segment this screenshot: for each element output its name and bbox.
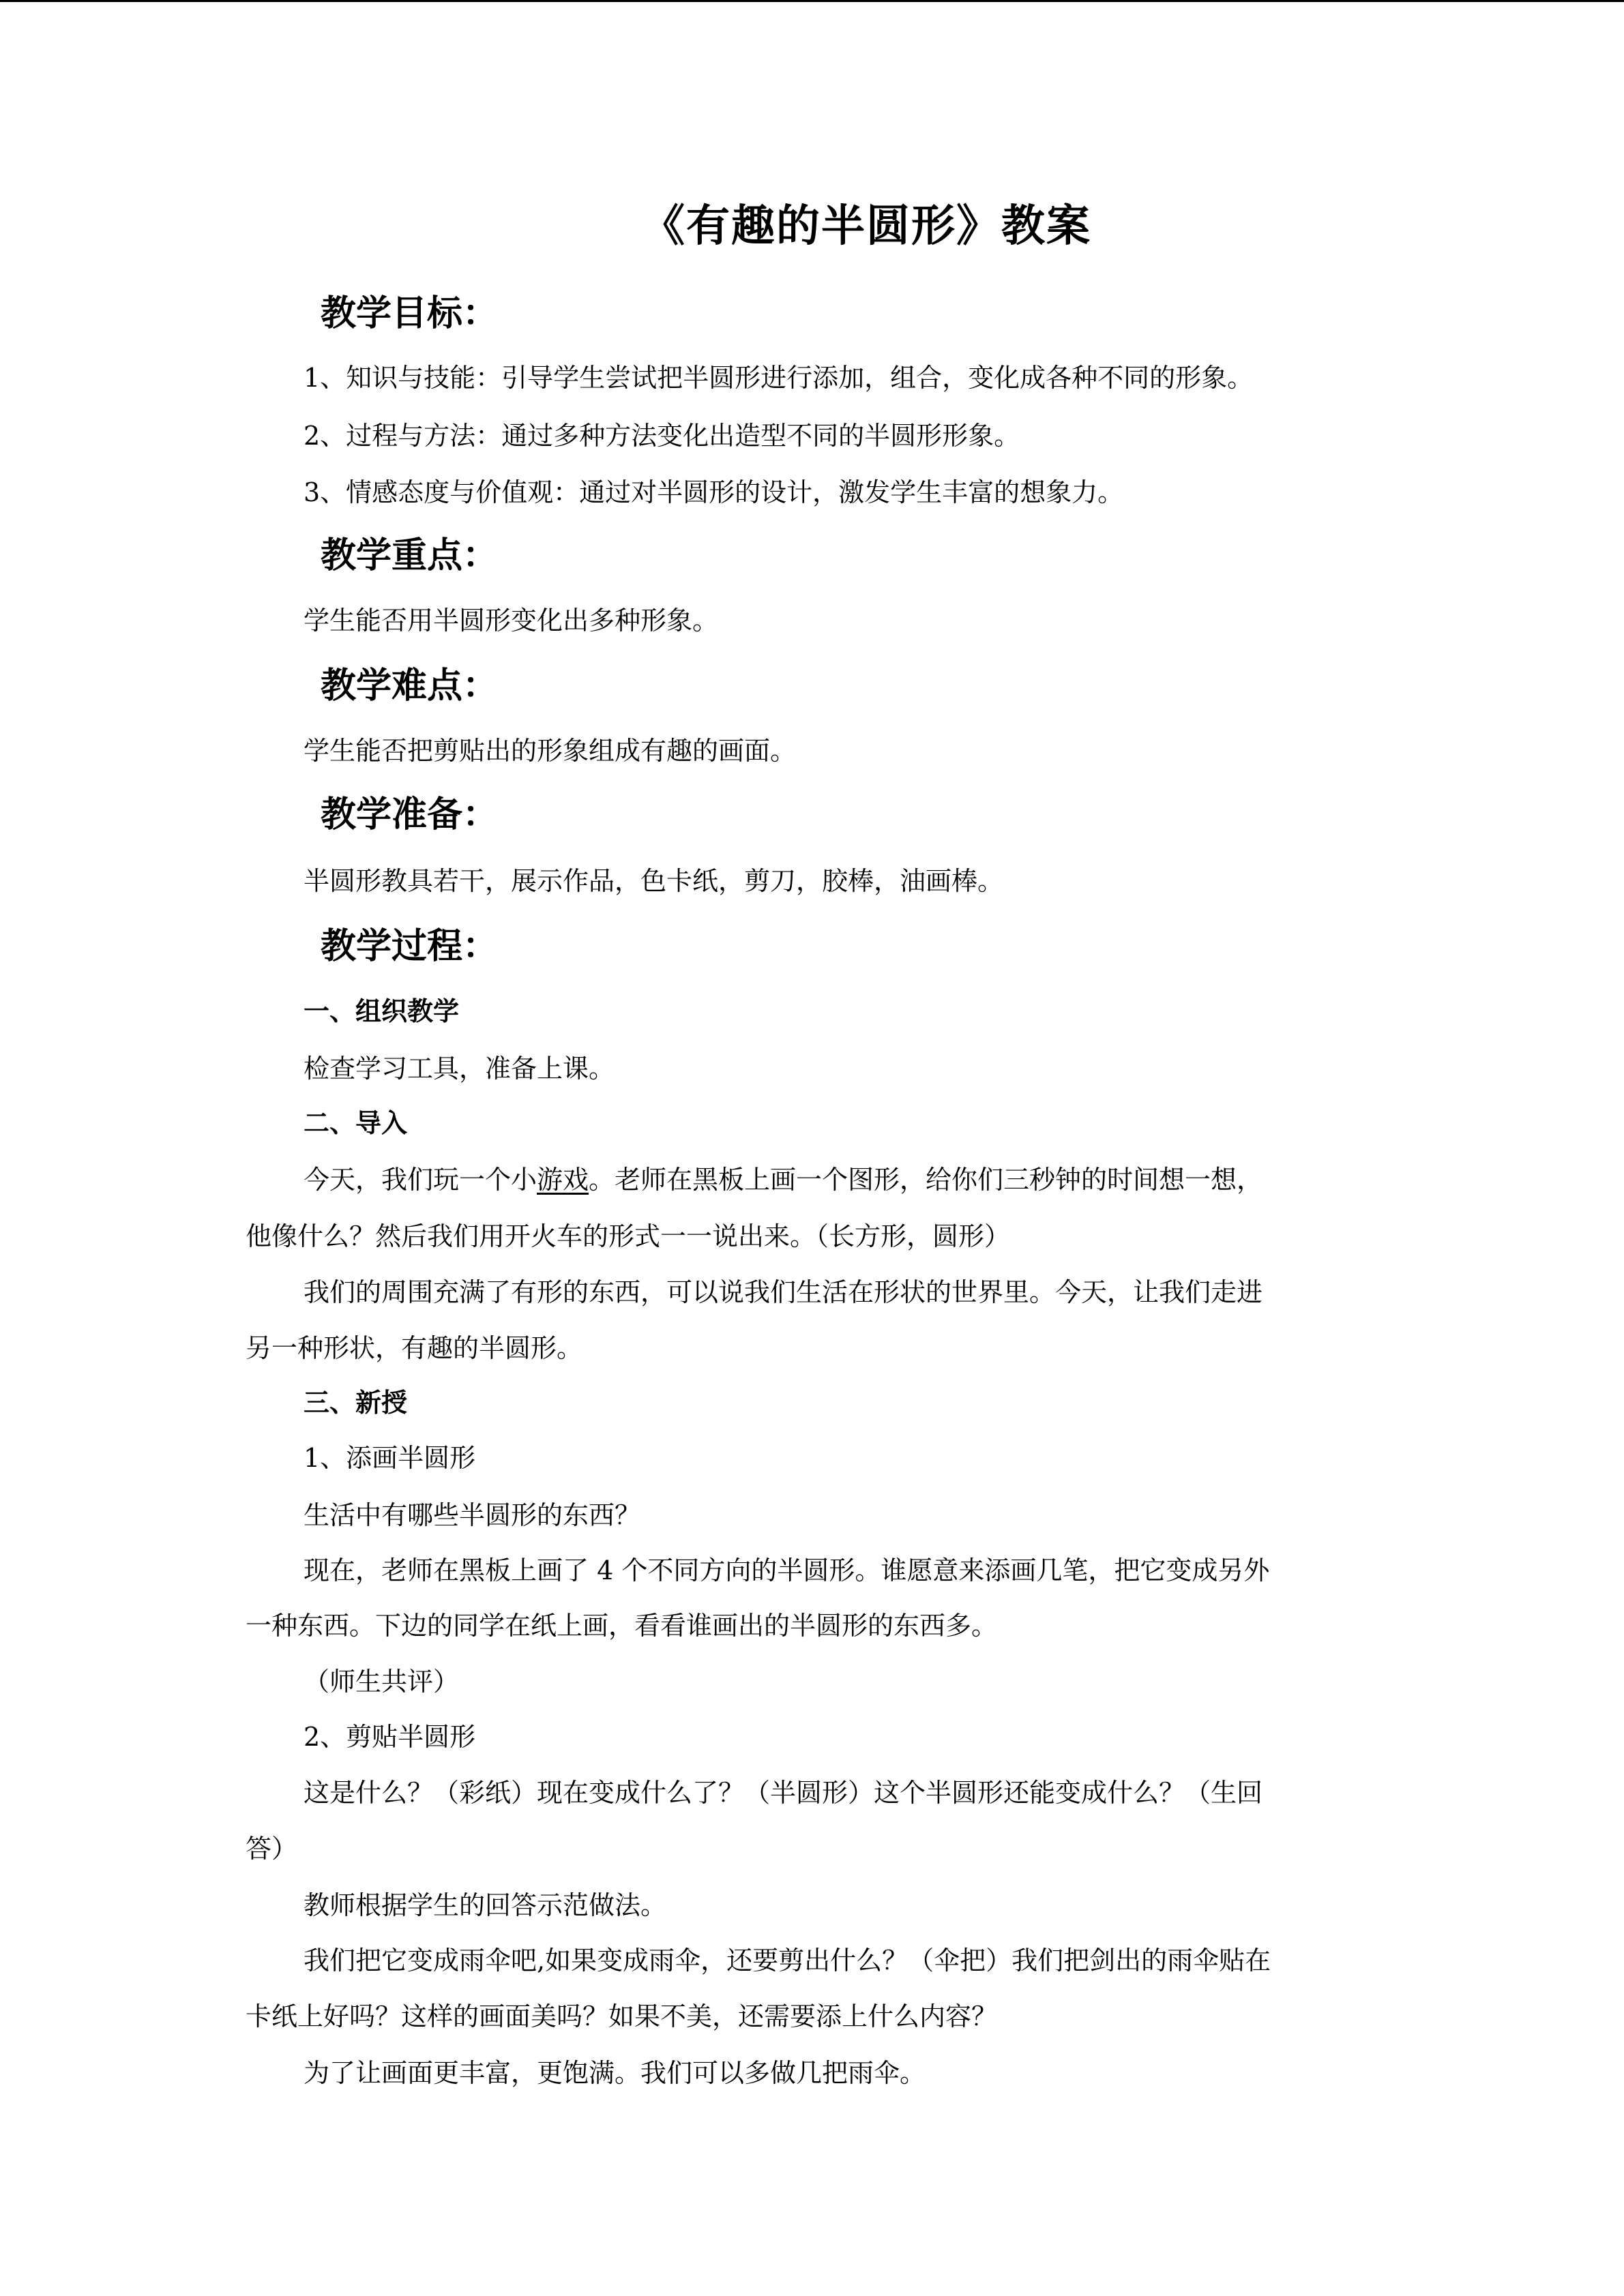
intro-text-b: 。老师在黑板上画一个图形，给你们三秒钟的时间想一想， <box>589 1165 1263 1195</box>
heading-difficulty: 教学难点： <box>321 665 499 706</box>
intro-paragraph-1-line-2: 他像什么？然后我们用开火车的形式一一说出来。（长方形，圆形） <box>246 1221 1011 1251</box>
cut-paragraph-3-line-2: 卡纸上好吗？这样的画面美吗？如果不美，还需要添上什么内容？ <box>246 2001 998 2031</box>
game-link[interactable]: 游戏 <box>537 1165 589 1195</box>
preparation-text: 半圆形教具若干，展示作品，色卡纸，剪刀，胶棒，油画棒。 <box>304 866 1004 896</box>
heading-process: 教学过程： <box>321 925 499 967</box>
heading-preparation: 教学准备： <box>321 794 499 835</box>
cut-paragraph-3-line-1: 我们把它变成雨伞吧,如果变成雨伞，还要剪出什么？（伞把）我们把剑出的雨伞贴在 <box>304 1945 1271 1976</box>
intro-paragraph-2-line-1: 我们的周围充满了有形的东西，可以说我们生活在形状的世界里。今天，让我们走进 <box>304 1277 1263 1307</box>
section-intro-title: 二、导入 <box>304 1107 408 1138</box>
objective-item-2: 2、过程与方法：通过多种方法变化出造型不同的半圆形形象。 <box>304 421 1020 451</box>
cut-paragraph-1-line-1: 这是什么？（彩纸）现在变成什么了？（半圆形）这个半圆形还能变成什么？（生回 <box>304 1778 1263 1808</box>
intro-paragraph-2-line-2: 另一种形状，有趣的半圆形。 <box>246 1333 583 1363</box>
section-organize-title: 一、组织教学 <box>304 996 460 1026</box>
intro-paragraph-1-line-1 <box>304 1159 1263 1196</box>
page-title: 《有趣的半圆形》教案 <box>641 200 1091 252</box>
subsection-cut-title: 2、剪贴半圆形 <box>304 1722 476 1752</box>
section-organize-text: 检查学习工具，准备上课。 <box>304 1054 615 1084</box>
cut-paragraph-4: 为了让画面更丰富，更饱满。我们可以多做几把雨伞。 <box>304 2058 926 2088</box>
key-point-text: 学生能否用半圆形变化出多种形象。 <box>304 606 719 636</box>
draw-paragraph-line-2: 一种东西。下边的同学在纸上画，看看谁画出的半圆形的东西多。 <box>246 1611 998 1641</box>
subsection-draw-title: 1、添画半圆形 <box>304 1443 476 1473</box>
objective-item-1: 1、知识与技能：引导学生尝试把半圆形进行添加，组合，变化成各种不同的形象。 <box>304 363 1254 393</box>
heading-key-point: 教学重点： <box>321 535 499 576</box>
heading-objectives: 教学目标： <box>321 293 499 334</box>
objective-item-3: 3、情感态度与价值观：通过对半圆形的设计，激发学生丰富的想象力。 <box>304 477 1124 507</box>
section-new-lesson-title: 三、新授 <box>304 1387 408 1418</box>
intro-text-a: 今天，我们玩一个小 <box>304 1165 537 1195</box>
cut-paragraph-2: 教师根据学生的回答示范做法。 <box>304 1890 667 1920</box>
cut-paragraph-1-line-2: 答） <box>246 1834 298 1864</box>
draw-question: 生活中有哪些半圆形的东西？ <box>304 1500 641 1530</box>
difficulty-text: 学生能否把剪贴出的形象组成有趣的画面。 <box>304 736 797 766</box>
draw-paragraph-line-1: 现在，老师在黑板上画了 4 个不同方向的半圆形。谁愿意来添画几笔，把它变成另外 <box>304 1555 1270 1585</box>
draw-evaluation: （师生共评） <box>304 1667 460 1697</box>
